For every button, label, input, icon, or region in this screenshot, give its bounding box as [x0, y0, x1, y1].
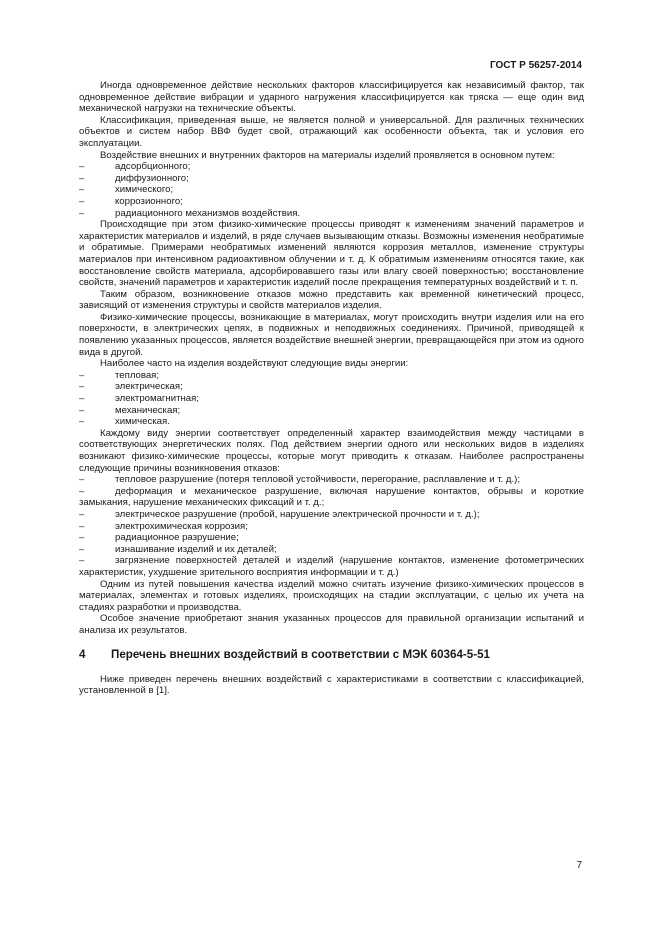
dash-bullet: – — [79, 161, 85, 173]
list-item-text: адсорбционного; — [115, 161, 191, 173]
paragraph: Происходящие при этом физико-химические процессы приводят к изменениям значений параметров и характеристик материалов и изделий, в ряде случаев вызывающим отказы. Возможны изменения необратимые и обратимые. Примерами необратимых изменений являются коррозия металлов, изменение структуры материалов при интенсивном радиоактивном облучении и т. д. К обратимым изменениям относятся такие, как восстановление свойств материала, адсорбировавшего газы или влагу своей поверхностью; восстановление свойств, значений параметров и характеристик изделий после прекращения температурных воздействий и т. п. — [79, 219, 584, 289]
dash-bullet: – — [79, 474, 85, 486]
paragraph: Иногда одновременное действие нескольких факторов классифицируется как независимый фактор, так одновременное действие вибрации и ударного нагружения классифицируется как тряска — еще один вид механической нагрузки на технические объекты. — [79, 80, 584, 115]
dash-bullet: – — [79, 508, 85, 520]
dash-bullet: – — [79, 207, 85, 219]
list-item — [79, 544, 584, 556]
paragraph: Каждому виду энергии соответствует определенный характер взаимодействия между частицами в соответствующих энергетических полях. Под действием энергии одного или нескольких видов в изделиях возникают физико-химические процессы, которые могут приводить к отказам. Наиболее распространены следующие причины возникновения отказов: — [79, 427, 584, 474]
list-item-text: тепловая; — [115, 369, 160, 381]
paragraph: Воздействие внешних и внутренних факторов на материалы изделий проявляется в основном путем: — [100, 149, 555, 161]
paragraph: Особое значение приобретают знания указанных процессов для правильной организации испытаний и анализа их результатов. — [79, 613, 584, 636]
dash-bullet: – — [79, 404, 85, 416]
list-failure-causes — [79, 474, 584, 578]
page-number: 7 — [576, 860, 582, 871]
dash-bullet: – — [79, 195, 85, 207]
list-item — [79, 555, 584, 578]
list-item — [79, 173, 584, 185]
list-item-text: электрическое разрушение (пробой, нарушение электрической прочности и т. д.); — [115, 508, 480, 520]
document-body — [79, 80, 584, 697]
list-item-text: загрязнение поверхностей деталей и изделий (нарушение контактов, изменение фотометрических характеристик, ухудшение зрительного восприятия информации и т. д.) — [79, 555, 584, 578]
list-item — [79, 486, 584, 509]
list-item — [79, 370, 584, 382]
dash-bullet: – — [79, 172, 85, 184]
paragraph: Наиболее часто на изделия воздействуют следующие виды энергии: — [100, 358, 409, 370]
list-item-text: радиационного механизмов воздействия. — [115, 207, 301, 219]
list-item-text: химическая. — [115, 416, 170, 428]
section-title: Перечень внешних воздействий в соответствии с МЭК 60364-5-51 — [111, 647, 490, 661]
list-item-text: электромагнитная; — [115, 393, 199, 405]
section-heading — [79, 648, 584, 662]
list-item-text: изнашивание изделий и их деталей; — [115, 543, 277, 555]
dash-bullet: – — [79, 485, 85, 497]
dash-bullet: – — [79, 416, 85, 428]
list-item-text: деформация и механическое разрушение, включая нарушение контактов, обрывы и короткие замыкания, нарушение механических фиксаций и т. д.; — [79, 485, 584, 509]
list-item-text: механическая; — [115, 404, 181, 416]
dash-bullet: – — [79, 543, 85, 555]
paragraph: Классификация, приведенная выше, не является полной и универсальной. Для различных технических объектов и систем набор ВВФ будет свой, отражающий как особенности объекта, так и условия его эксплуатации. — [79, 114, 584, 149]
list-item — [79, 532, 584, 544]
paragraph: Одним из путей повышения качества изделий можно считать изучение физико-химических процессов в материалах, элементах и готовых изделиях, происходящих на стадии эксплуатации, с целью их учета на стадиях разработки и производства. — [79, 578, 584, 613]
list-item — [79, 381, 584, 393]
dash-bullet: – — [79, 381, 85, 393]
list-item-text: электрическая; — [115, 381, 183, 393]
dash-bullet: – — [79, 532, 85, 544]
list-item — [79, 509, 584, 521]
list-item — [79, 474, 584, 486]
dash-bullet: – — [79, 520, 85, 532]
list-item-text: радиационное разрушение; — [115, 532, 239, 544]
list-item — [79, 393, 584, 405]
list-item — [79, 405, 584, 417]
list-item — [79, 196, 584, 208]
list-item — [79, 161, 584, 173]
dash-bullet: – — [79, 369, 85, 381]
section-number: 4 — [79, 647, 86, 661]
list-item-text: диффузионного; — [115, 172, 189, 184]
paragraph: Ниже приведен перечень внешних воздействий с характеристиками в соответствии с классификацией, установленной в [1]. — [79, 673, 584, 697]
dash-bullet: – — [79, 555, 85, 567]
list-item-text: химического; — [115, 184, 174, 196]
list-energy-types — [79, 370, 584, 428]
dash-bullet: – — [79, 184, 85, 196]
document-code: ГОСТ Р 56257-2014 — [489, 60, 582, 71]
list-adsorption-mechanisms — [79, 161, 584, 219]
paragraph: Физико-химические процессы, возникающие в материалах, могут происходить внутри изделия или на его поверхности, в электрических цепях, в подвижных и неподвижных соединениях. Причиной, приводящей к появлению указанных процессов, является воздействие внешней энергии, превращающейся при этом из одного вида в другой. — [79, 311, 584, 358]
list-item — [79, 208, 584, 220]
paragraph: Таким образом, возникновение отказов можно представить как временной кинетический процесс, зависящий от изменения структуры и свойств материалов изделия. — [79, 288, 584, 312]
dash-bullet: – — [79, 393, 85, 405]
list-item-text: коррозионного; — [115, 195, 183, 207]
list-item — [79, 521, 584, 533]
list-item-text: электрохимическая коррозия; — [115, 520, 248, 532]
list-item — [79, 184, 584, 196]
list-item-text: тепловое разрушение (потеря тепловой устойчивости, перегорание, расплавление и т. д.); — [115, 474, 521, 486]
list-item — [79, 416, 584, 428]
